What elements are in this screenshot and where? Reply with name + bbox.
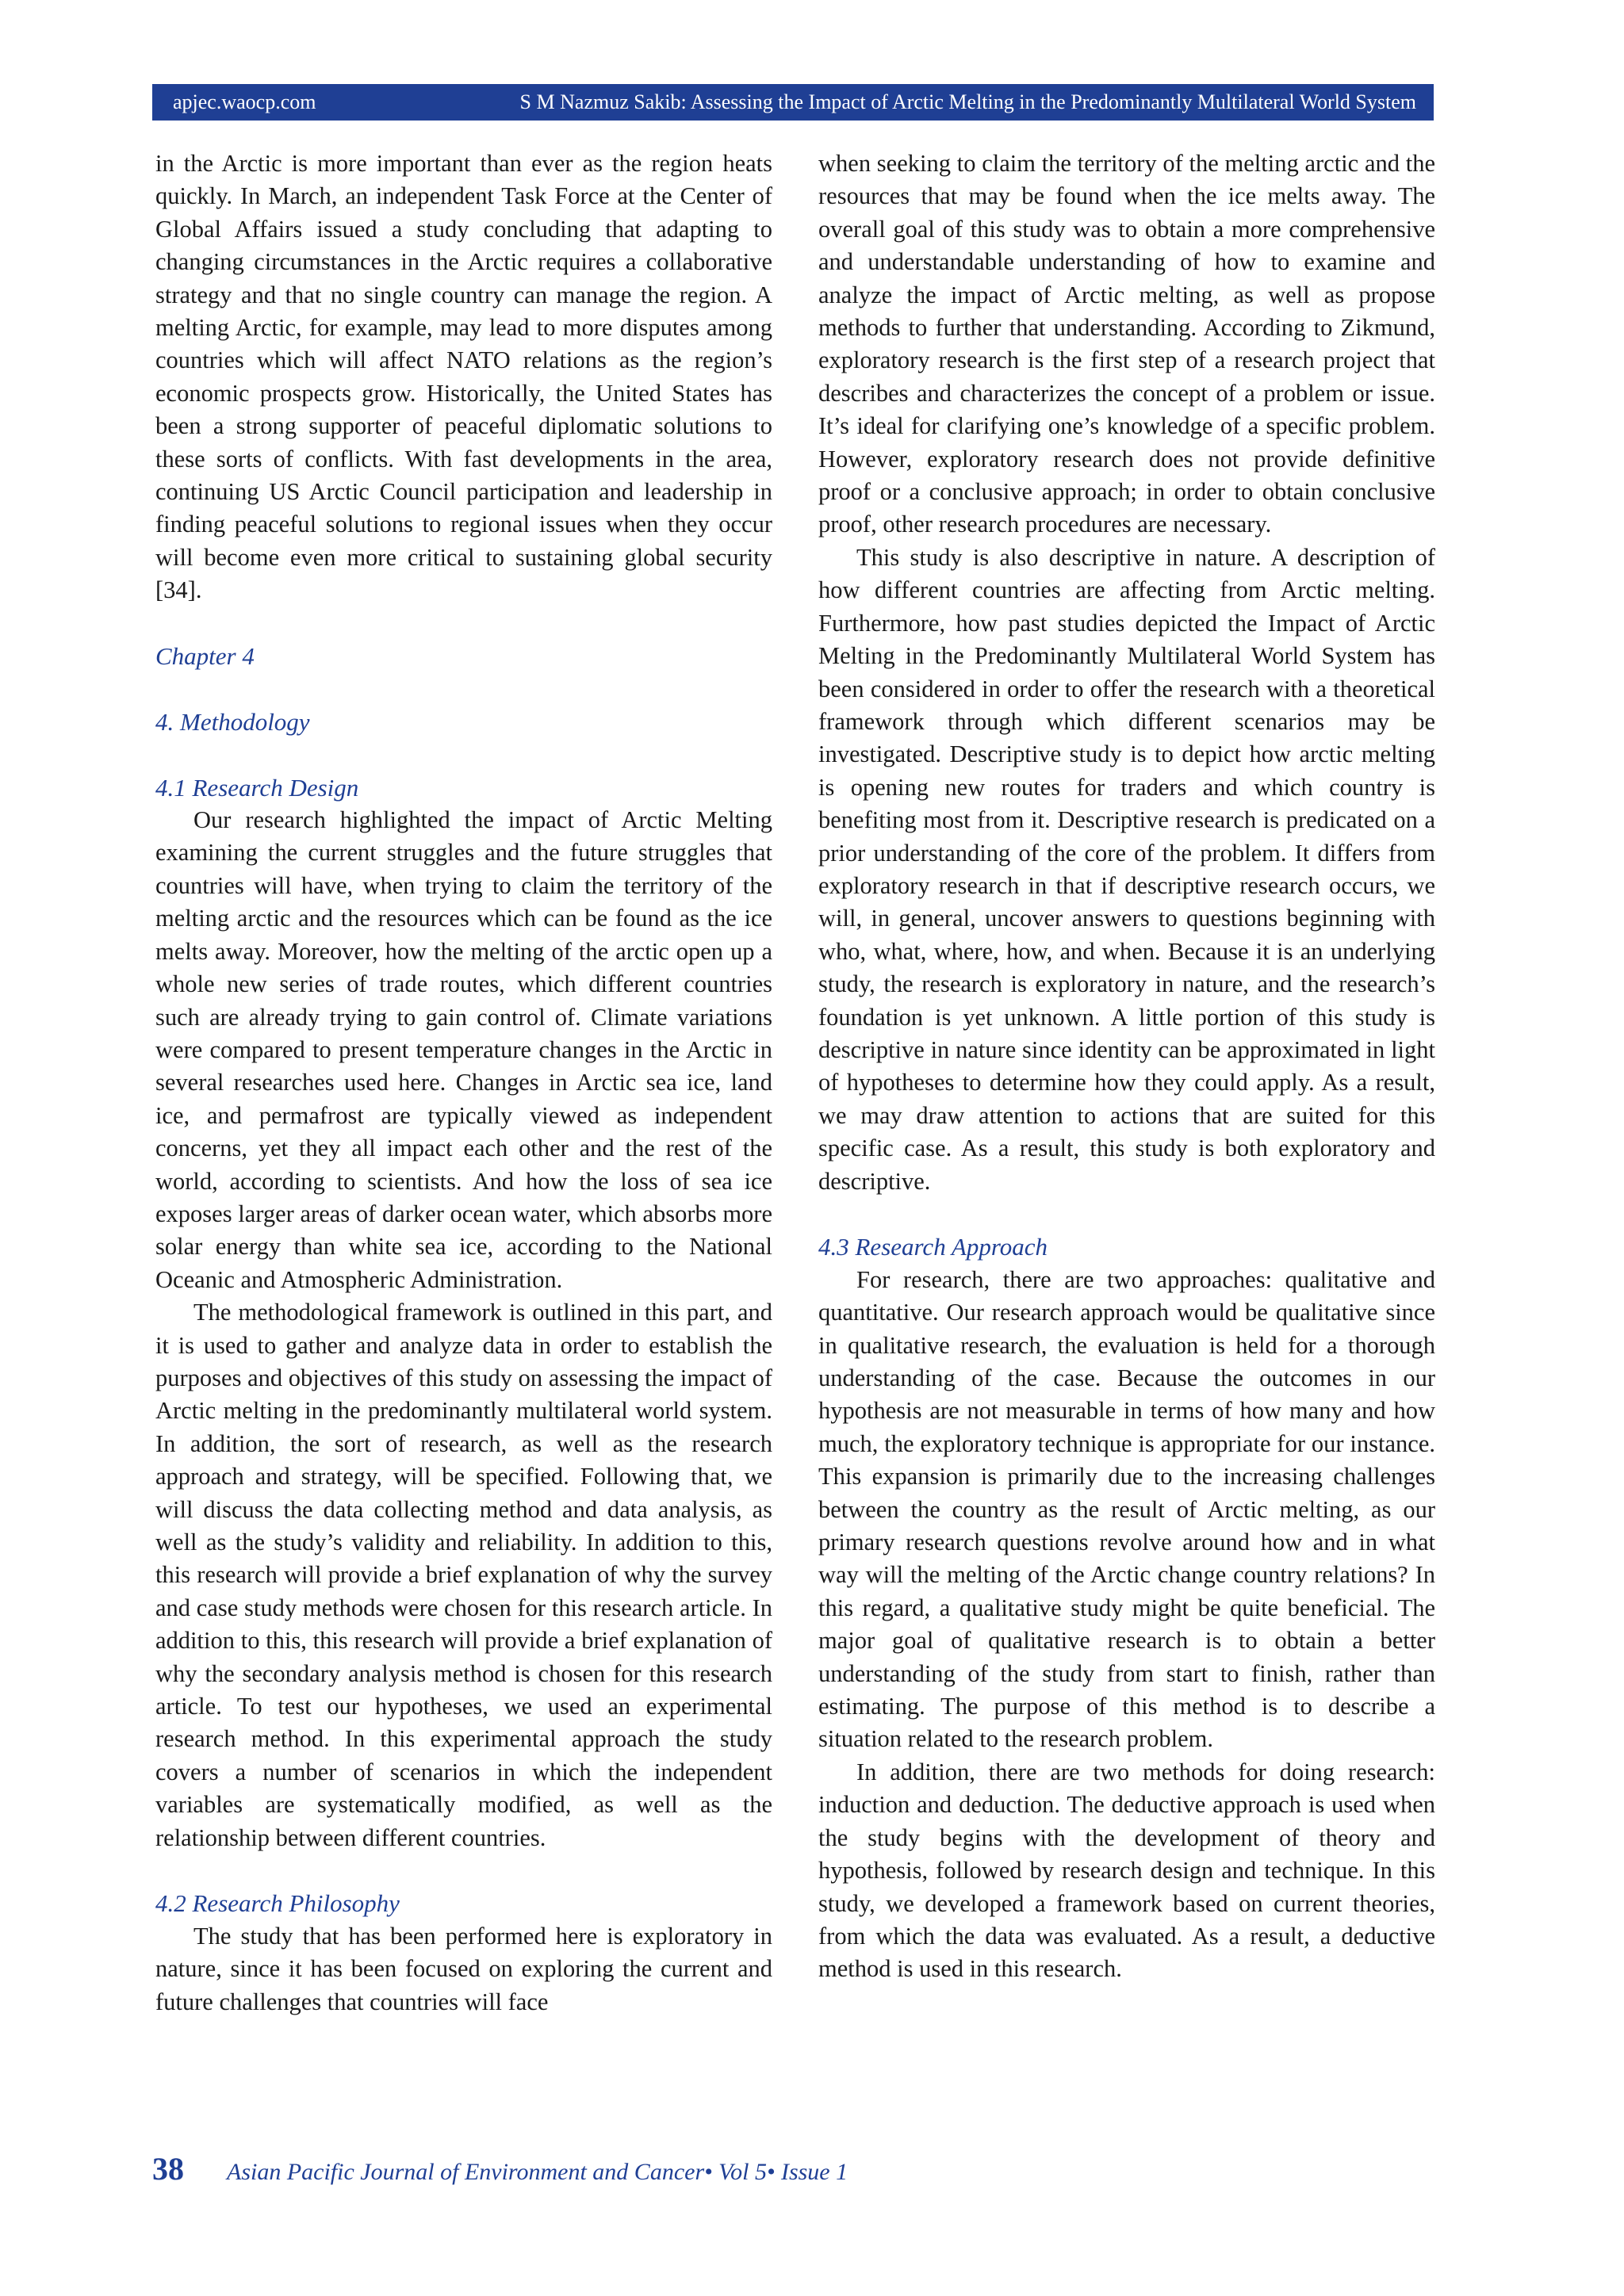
journal-info: Asian Pacific Journal of Environment and Cancer• Vol 5• Issue 1 (227, 2159, 848, 2185)
section-heading-research-design: 4.1 Research Design (155, 773, 359, 802)
section-heading-research-philosophy: 4.2 Research Philosophy (155, 1889, 400, 1918)
paragraph-research-philosophy-1: The study that has been performed here is exploratory in nature, since it has been focused on exploring the current and future challenges that countries will face (155, 1922, 772, 2015)
section-heading-methodology: 4. Methodology (155, 707, 310, 736)
left-column (155, 147, 772, 2019)
page-footer (152, 2150, 848, 2187)
paragraph-research-approach-2: In addition, there are two methods for doing research: induction and deduction. The deductive approach is used when the study begins with the development of theory and hypothesis, followed by research design and technique. In this study, we developed a framework based on current theories, from which the data was evaluated. As a result, a deductive method is used in this research. (818, 1758, 1435, 1983)
paragraph-research-design-1: Our research highlighted the impact of Arctic Melting examining the current struggles and the future struggles that countries will have, when trying to claim the territory of the melting arctic and the resources which can be found as the ice melts away. Moreover, how the melting of the arctic open up a whole new series of trade routes, which different countries such are already trying to gain control of. Climate variations were compared to present temperature changes in the Arctic in several researches used here. Changes in Arctic sea ice, land ice, and permafrost are typically viewed as independent concerns, yet they all impact each other and the rest of the world, according to scientists. And how the loss of sea ice exposes larger areas of darker ocean water, which absorbs more solar energy than white sea ice, according to the National Oceanic and Atmospheric Administration. (155, 806, 772, 1293)
paragraph-research-philosophy-2: This study is also descriptive in nature. A description of how different countries are affecting from Arctic melting. Furthermore, how past studies depicted the Impact of Arctic Melting in the Predominantly Multilateral World System has been considered in order to offer the research with a theoretical framework through which different scenarios may be investigated. Descriptive study is to depict how arctic melting is opening new routes for traders and which country is benefiting most from it. Descriptive research is predicated on a prior understanding of the core of the problem. It differs from exploratory research in that if descriptive research occurs, we will, in general, uncover answers to questions beginning with who, what, where, how, and when. Because it is an underlying study, the research is exploratory in nature, and the research’s foundation is yet unknown. A little portion of this study is descriptive in nature since identity can be approximated in light of hypotheses to determine how they could apply. As a result, we may draw attention to actions that are suited for this specific case. As a result, this study is both exploratory and descriptive. (818, 543, 1435, 1195)
header-website: apjec.waocp.com (173, 90, 316, 113)
paragraph-research-philosophy-continued: when seeking to claim the territory of the melting arctic and the resources that may be found when the ice melts away. The overall goal of this study was to obtain a more comprehensive and understandable understanding of how to examine and analyze the impact of Arctic melting, as well as propose methods to further that understanding. According to Zikmund, exploratory research is the first step of a research project that describes and characterizes the concept of a problem or issue. It’s ideal for clarifying one’s knowledge of a specific problem. However, exploratory research does not provide definitive proof or a conclusive approach; in order to obtain conclusive proof, other research procedures are necessary. (818, 150, 1435, 538)
paragraph-research-design-2: The methodological framework is outlined in this part, and it is used to gather and analyze data in order to establish the purposes and objectives of this study on assessing the impact of Arctic melting in the predominantly multilateral world system. In addition, the sort of research, as well as the research approach and strategy, will be specified. Following that, we will discuss the data collecting method and data analysis, as well as the study’s validity and reliability. In addition to this, this research will provide a brief explanation of why the survey and case study methods were chosen for this research article. In addition to this, this research will provide a brief explanation of why the secondary analysis method is chosen for this research article. To test our hypotheses, we used an experimental research method. In this experimental approach the study covers a number of scenarios in which the independent variables are systematically modified, as well as the relationship between different countries. (155, 1299, 772, 1851)
running-header (152, 84, 1434, 121)
paragraph-intro-continued: in the Arctic is more important than ever as the region heats quickly. In March, an independent Task Force at the Center of Global Affairs issued a study concluding that adapting to changing circumstances in the Arctic requires a collaborative strategy and that no single country can manage the region. A melting Arctic, for example, may lead to more disputes among countries which will affect NATO relations as the region’s economic prospects grow. Historically, the United States has been a strong supporter of peaceful diplomatic solutions to these sorts of conflicts. With fast developments in the area, continuing US Arctic Council participation and leadership in finding peaceful solutions to regional issues when they occur will become even more critical to sustaining global security [34]. (155, 150, 772, 604)
chapter-heading: Chapter 4 (155, 642, 255, 671)
header-article-title: S M Nazmuz Sakib: Assessing the Impact of Arctic Melting in the Predominantly Multilateral World System (519, 90, 1416, 113)
section-heading-research-approach: 4.3 Research Approach (818, 1233, 1048, 1261)
paragraph-research-approach-1: For research, there are two approaches: qualitative and quantitative. Our research approach would be qualitative since in qualitative research, the evaluation is held for a thorough understanding of the case. Because the outcomes in our hypothesis are not measurable in terms of how many and how much, the exploratory technique is appropriate for our instance. This expansion is primarily due to the increasing challenges between the country as the result of Arctic melting, as our primary research questions revolve around how and in what way will the melting of the Arctic change country relations? In this regard, a qualitative study might be quite beneficial. The major goal of qualitative research is to obtain a better understanding of the study from start to finish, rather than estimating. The purpose of this method is to describe a situation related to the research problem. (818, 1265, 1435, 1753)
right-column (818, 147, 1435, 1986)
page-number: 38 (152, 2151, 184, 2187)
